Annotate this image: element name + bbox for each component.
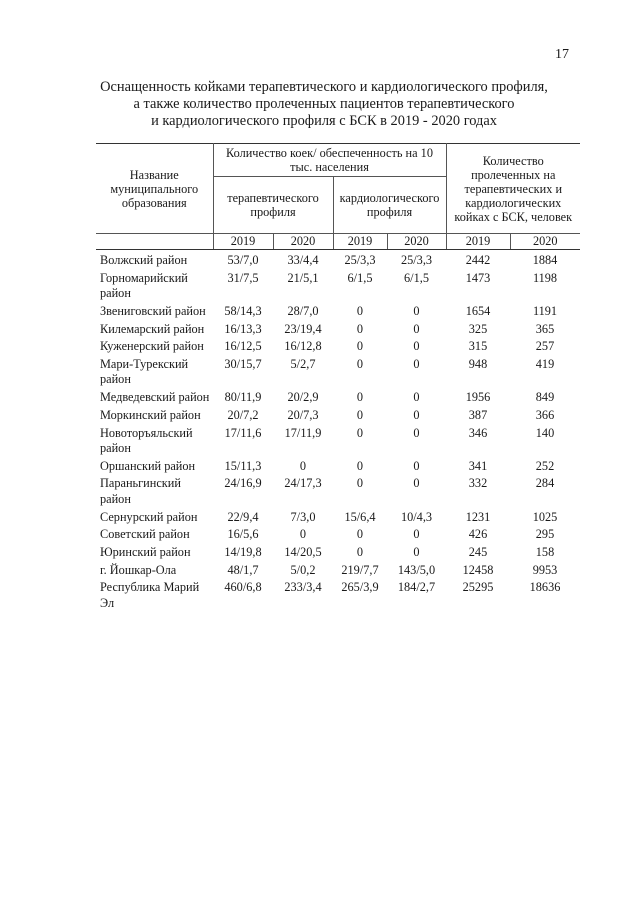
municipality-name: Куженерский район xyxy=(100,339,204,354)
table-cell: 143/5,0 xyxy=(397,562,436,577)
table-cell: 315 xyxy=(468,339,488,354)
table-cell: 12458 xyxy=(462,562,494,577)
table-cell: 0 xyxy=(413,339,420,354)
table-cell: 0 xyxy=(356,356,364,371)
table-cell: 10/4,3 xyxy=(400,509,433,524)
header-therapeutic: терапевтического профиля xyxy=(213,177,333,234)
table-row xyxy=(96,390,580,408)
table-cell: 265/3,9 xyxy=(341,580,379,595)
header-year: 2019 xyxy=(213,234,273,250)
table-cell: 332 xyxy=(468,476,488,491)
header-empty-cell xyxy=(96,234,213,250)
table-cell: 16/12,8 xyxy=(284,339,322,354)
municipality-name: Параньгинский район xyxy=(100,476,181,506)
table-row xyxy=(96,580,580,613)
municipality-name: Моркинский район xyxy=(100,407,201,422)
table-cell: 0 xyxy=(356,390,364,405)
table-row xyxy=(96,510,580,528)
table-cell: 849 xyxy=(535,390,555,405)
table-cell: 5/0,2 xyxy=(290,562,316,577)
header-treated-group: Количество пролеченных на терапевтических и кардиологических койках с БСК, человек xyxy=(446,144,580,234)
title-line: Оснащенность койками терапевтического и кардиологического профиля, xyxy=(100,79,548,95)
table-cell: 20/2,9 xyxy=(287,390,319,405)
table-cell: 15/11,3 xyxy=(224,458,262,473)
table-cell: 158 xyxy=(535,544,555,559)
table-cell: 0 xyxy=(356,476,364,491)
table-cell: 2442 xyxy=(465,253,491,267)
table-cell: 1025 xyxy=(532,509,558,524)
table-cell: 460/6,8 xyxy=(224,580,262,595)
title-line: а также количество пролеченных пациентов терапевтического xyxy=(133,96,515,112)
table-cell: 0 xyxy=(413,544,420,559)
table-cell: 0 xyxy=(356,425,364,440)
document-title xyxy=(90,79,558,130)
table-cell: 22/9,4 xyxy=(227,509,259,524)
table-cell: 366 xyxy=(535,407,555,422)
table-cell: 24/17,3 xyxy=(284,476,322,491)
table-cell: 1231 xyxy=(465,509,491,524)
table-cell: 25295 xyxy=(462,580,494,595)
table-cell: 31/7,5 xyxy=(227,270,259,285)
table-cell: 219/7,7 xyxy=(341,562,379,577)
table-cell: 1473 xyxy=(465,270,491,285)
table-cell: 948 xyxy=(468,356,488,371)
table-cell: 325 xyxy=(468,321,488,336)
municipality-name: Волжский район xyxy=(100,253,188,267)
table-row xyxy=(96,476,580,509)
table-cell: 16/13,3 xyxy=(224,321,262,336)
municipality-name: Оршанский район xyxy=(100,458,196,473)
table-row xyxy=(96,271,580,304)
header-year: 2019 xyxy=(333,234,387,250)
table-cell: 14/20,5 xyxy=(284,544,322,559)
table-cell: 53/7,0 xyxy=(227,253,259,267)
municipality-name: Сернурский район xyxy=(100,509,198,524)
municipality-name: Горномарийский район xyxy=(100,270,188,301)
table-cell: 9953 xyxy=(532,562,558,577)
header-beds-group: Количество коек/ обеспеченность на 10 тыс. населения xyxy=(213,144,446,177)
table-cell: 252 xyxy=(535,458,555,473)
table-row xyxy=(96,459,580,477)
table-cell: 0 xyxy=(299,527,307,542)
table-cell: 0 xyxy=(413,356,420,371)
table-cell: 33/4,4 xyxy=(287,253,319,267)
table-cell: 17/11,6 xyxy=(224,425,262,440)
table-row xyxy=(96,527,580,545)
table-row xyxy=(96,357,580,390)
table-row xyxy=(96,304,580,322)
table-cell: 21/5,1 xyxy=(287,270,319,285)
municipality-name: Килемарский район xyxy=(100,321,205,336)
table-cell: 5/2,7 xyxy=(290,356,316,371)
table-cell: 346 xyxy=(468,425,488,440)
header-cardiology: кардиологического профиля xyxy=(333,177,446,234)
table-body xyxy=(96,250,580,614)
table-cell: 28/7,0 xyxy=(287,303,319,318)
municipality-name: Республика Марий Эл xyxy=(100,580,200,610)
title-line: и кардиологического профиля с БСК в 2019 - 2020 годах xyxy=(151,113,497,129)
table-cell: 0 xyxy=(356,321,364,336)
header-municipality: Название муниципального образования xyxy=(96,144,213,234)
table-cell: 6/1,5 xyxy=(404,270,429,285)
table-cell: 295 xyxy=(535,527,555,542)
table-cell: 0 xyxy=(413,425,420,440)
table-header xyxy=(96,144,580,250)
table-cell: 387 xyxy=(468,407,488,422)
municipality-name: Медведевский район xyxy=(100,390,210,405)
table-row xyxy=(96,250,580,271)
statistics-table xyxy=(96,143,580,614)
table-cell: 18636 xyxy=(529,580,561,595)
table-cell: 233/3,4 xyxy=(284,580,322,595)
table-row xyxy=(96,545,580,563)
table-row xyxy=(96,408,580,426)
table-cell: 16/12,5 xyxy=(224,339,262,354)
table-cell: 0 xyxy=(413,390,420,405)
table-cell: 0 xyxy=(356,339,364,354)
table-cell: 0 xyxy=(413,321,420,336)
table-cell: 1956 xyxy=(465,390,491,405)
municipality-name: Мари-Турекский район xyxy=(100,356,189,387)
table-cell: 419 xyxy=(535,356,555,371)
table-cell: 25/3,3 xyxy=(400,253,433,267)
table-cell: 0 xyxy=(356,407,364,422)
table-cell: 0 xyxy=(413,527,420,542)
table-cell: 0 xyxy=(356,544,364,559)
table-cell: 23/19,4 xyxy=(284,321,322,336)
table-cell: 16/5,6 xyxy=(227,527,259,542)
table-cell: 48/1,7 xyxy=(227,562,259,577)
table-cell: 1654 xyxy=(465,303,491,318)
table-cell: 15/6,4 xyxy=(344,509,376,524)
table-cell: 0 xyxy=(413,303,420,318)
table-cell: 245 xyxy=(468,544,488,559)
table-cell: 341 xyxy=(468,458,488,473)
table-cell: 25/3,3 xyxy=(344,253,376,267)
table-cell: 0 xyxy=(356,303,364,318)
municipality-name: Советский район xyxy=(100,527,190,542)
table-cell: 6/1,5 xyxy=(347,270,373,285)
page-number: 17 xyxy=(555,47,569,62)
table-cell: 1884 xyxy=(532,253,558,267)
header-year: 2019 xyxy=(446,234,510,250)
table-cell: 1191 xyxy=(532,303,558,318)
header-year: 2020 xyxy=(387,234,446,250)
table-cell: 24/16,9 xyxy=(224,476,262,491)
table-cell: 284 xyxy=(535,476,555,491)
table-cell: 257 xyxy=(535,339,555,354)
municipality-name: г. Йошкар-Ола xyxy=(100,562,177,577)
table-cell: 0 xyxy=(356,458,364,473)
municipality-name: Новоторъяльский район xyxy=(100,425,193,455)
table-cell: 0 xyxy=(356,527,364,542)
table-cell: 0 xyxy=(413,458,420,473)
municipality-name: Юринский район xyxy=(100,544,191,559)
table-row xyxy=(96,426,580,459)
table-cell: 20/7,2 xyxy=(227,407,259,422)
table-cell: 7/3,0 xyxy=(290,509,316,524)
table-row xyxy=(96,322,580,340)
table-cell: 20/7,3 xyxy=(287,407,319,422)
table-cell: 426 xyxy=(468,527,488,542)
municipality-name: Звениговский район xyxy=(100,303,206,318)
header-year: 2020 xyxy=(510,234,580,250)
table-cell: 365 xyxy=(535,321,555,336)
table-cell: 0 xyxy=(413,476,420,491)
header-year: 2020 xyxy=(273,234,333,250)
table-cell: 80/11,9 xyxy=(224,390,262,405)
table-cell: 184/2,7 xyxy=(397,580,436,595)
table-cell: 30/15,7 xyxy=(224,356,262,371)
table-row xyxy=(96,563,580,581)
table-cell: 1198 xyxy=(532,270,558,285)
table-cell: 58/14,3 xyxy=(224,303,262,318)
table-row xyxy=(96,339,580,357)
table-cell: 0 xyxy=(299,458,307,473)
table-cell: 140 xyxy=(535,425,555,440)
table-cell: 17/11,9 xyxy=(284,425,322,440)
table-cell: 0 xyxy=(413,407,420,422)
table-cell: 14/19,8 xyxy=(224,544,262,559)
